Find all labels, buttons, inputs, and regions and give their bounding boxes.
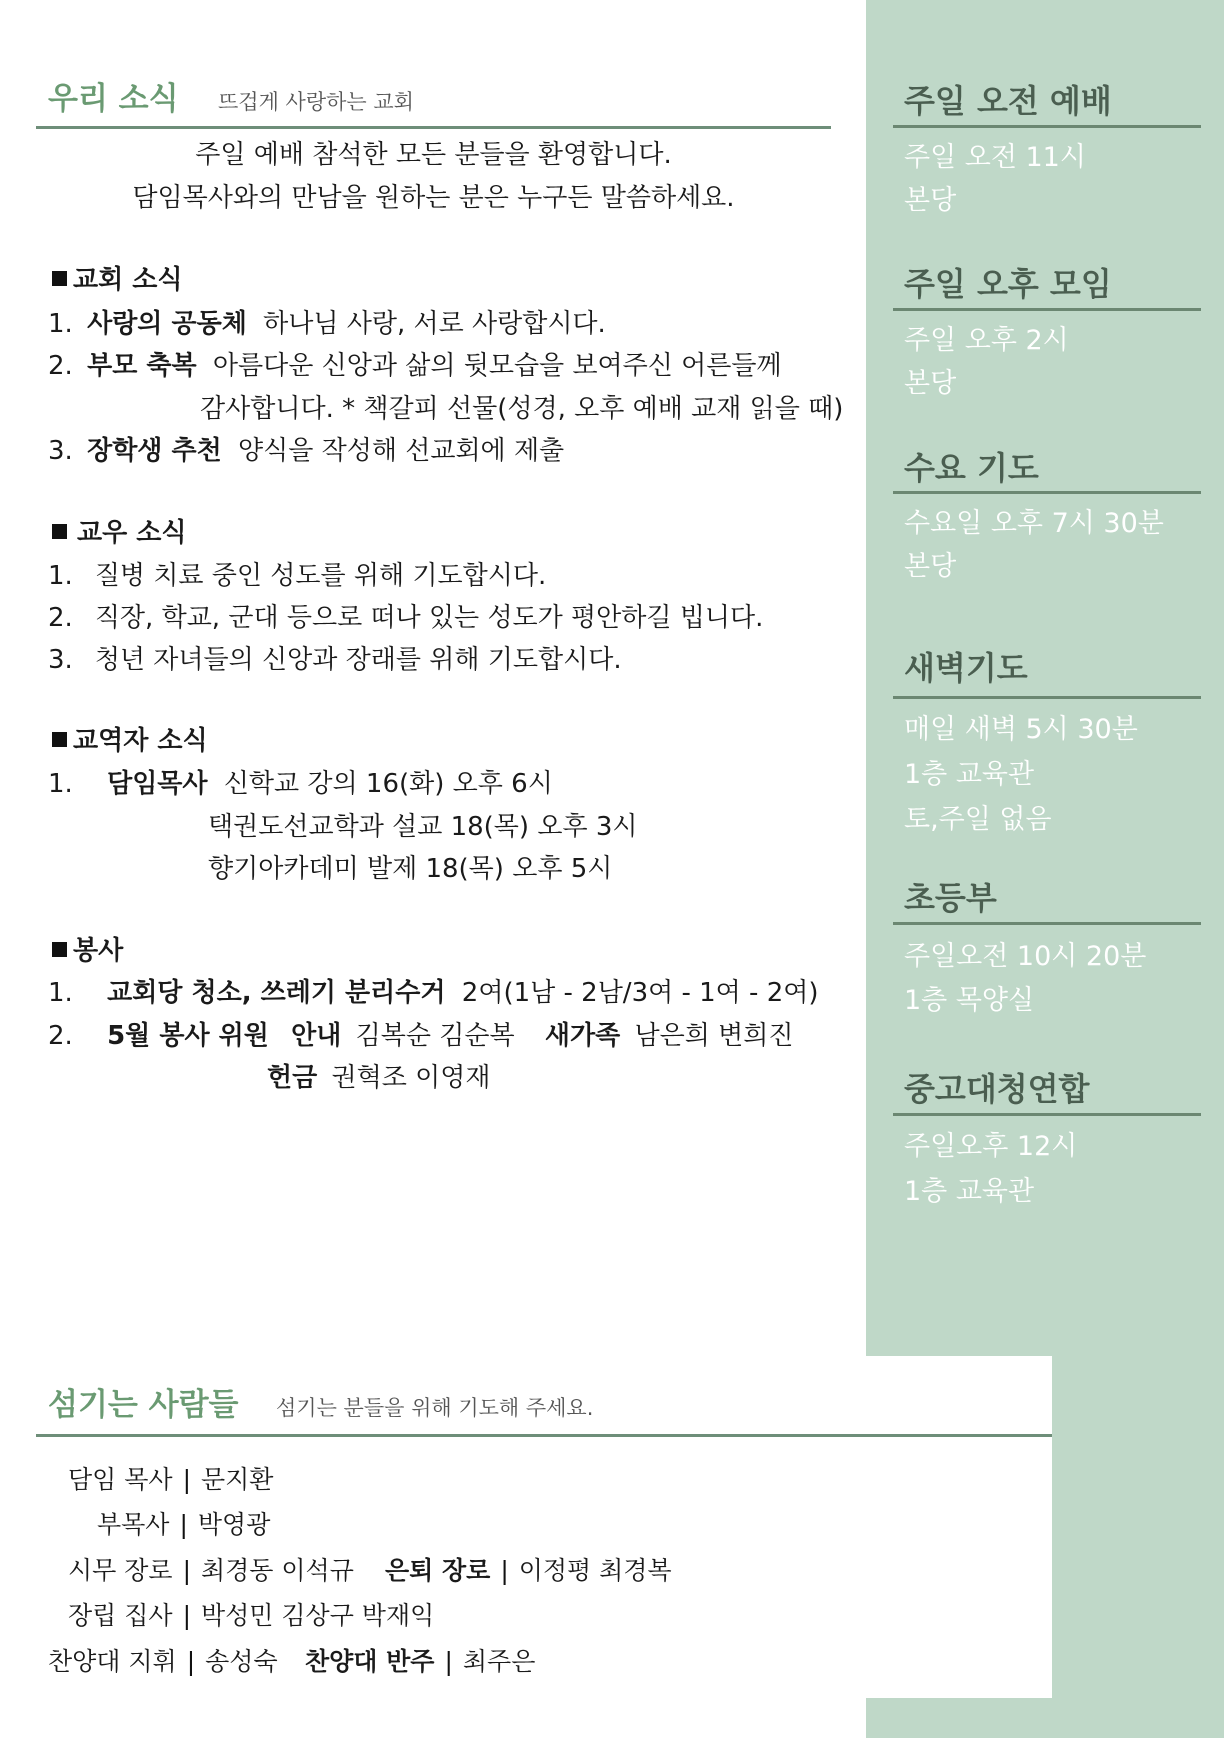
schedule-title-sunday-afternoon: 주일 오후 모임 — [904, 265, 1112, 303]
church-news-item-2: 2. 부모 축복 아름다운 신앙과 삶의 뒷모습을 보여주신 어른들께 — [48, 351, 782, 381]
schedule-line: 매일 새벽 5시 30분 — [904, 714, 1138, 745]
choir-director-row: 찬양대 지휘 | 송성숙 — [48, 1647, 278, 1676]
pastors-news-heading: 교역자 소식 — [52, 726, 208, 756]
square-bullet-icon — [52, 524, 67, 539]
service-item-2: 2. 5월 봉사 위원 안내 김복순 김순복 새가족 남은희 변희진 — [48, 1021, 794, 1051]
schedule-divider — [893, 125, 1201, 128]
people-header — [36, 1356, 1052, 1437]
church-news-item-1: 1. 사랑의 공동체 하나님 사랑, 서로 사랑합시다. — [48, 309, 606, 339]
news-subtitle: 뜨겁게 사랑하는 교회 — [218, 90, 414, 114]
square-bullet-icon — [52, 271, 67, 286]
schedule-line: 주일 오전 11시 — [904, 142, 1086, 173]
pastors-news-line-2: 택권도선교학과 설교 18(목) 오후 3시 — [208, 812, 638, 842]
service-item-1: 1. 교회당 청소, 쓰레기 분리수거 2여(1남 - 2남/3여 - 1여 - 2여) — [48, 978, 819, 1008]
members-news-item-1: 1. 질병 치료 중인 성도를 위해 기도합시다. — [48, 561, 547, 591]
schedule-title-dawn: 새벽기도 — [904, 649, 1028, 687]
schedule-line: 토,주일 없음 — [904, 804, 1052, 835]
schedule-divider — [893, 491, 1201, 494]
service-heading: 봉사 — [52, 936, 123, 966]
active-elders-row: 시무 장로 | 최경동 이석규 — [68, 1556, 354, 1585]
schedule-line: 주일오후 12시 — [904, 1131, 1078, 1162]
schedule-line: 본당 — [904, 368, 957, 399]
church-news-item-3: 3. 장학생 추천 양식을 작성해 선교회에 제출 — [48, 436, 565, 466]
square-bullet-icon — [52, 942, 67, 957]
news-header — [36, 56, 831, 129]
choir-accompanist-row: 찬양대 반주 | 최주은 — [305, 1647, 536, 1676]
members-news-item-3: 3. 청년 자녀들의 신앙과 장래를 위해 기도합시다. — [48, 645, 622, 675]
schedule-title-sunday-morning: 주일 오전 예배 — [904, 82, 1112, 120]
schedule-title-elementary: 초등부 — [904, 879, 997, 917]
people-title: 섬기는 사람들 — [48, 1387, 239, 1423]
welcome-line-2: 담임목사와의 만남을 원하는 분은 누구든 말씀하세요. — [132, 183, 735, 213]
schedule-line: 수요일 오후 7시 30분 — [904, 508, 1164, 539]
schedule-divider — [893, 1113, 1201, 1116]
pastors-news-line-3: 향기아카데미 발제 18(목) 오후 5시 — [208, 854, 613, 884]
schedule-line: 본당 — [904, 551, 957, 582]
service-item-2-offering: 헌금 권혁조 이영재 — [267, 1063, 491, 1093]
retired-elders-row: 은퇴 장로 | 이정평 최경복 — [385, 1556, 672, 1585]
schedule-divider — [893, 696, 1201, 699]
schedule-line: 주일오전 10시 20분 — [904, 941, 1147, 972]
schedule-line: 1층 교육관 — [904, 1176, 1035, 1207]
members-news-item-2: 2. 직장, 학교, 군대 등으로 떠나 있는 성도가 평안하길 빕니다. — [48, 603, 764, 633]
church-news-item-2-cont: 감사합니다. * 책갈피 선물(성경, 오후 예배 교재 읽을 때) — [200, 394, 844, 424]
senior-pastor-row: 담임 목사 | 문지환 — [68, 1465, 274, 1494]
square-bullet-icon — [52, 732, 67, 747]
schedule-line: 주일 오후 2시 — [904, 325, 1069, 356]
schedule-title-wednesday: 수요 기도 — [904, 449, 1039, 487]
deacons-row: 장립 집사 | 박성민 김상구 박재익 — [68, 1601, 435, 1630]
members-news-heading: 교우 소식 — [52, 518, 187, 548]
welcome-line-1: 주일 예배 참석한 모든 분들을 환영합니다. — [195, 140, 672, 170]
schedule-divider — [893, 922, 1201, 925]
church-news-heading: 교회 소식 — [52, 265, 183, 295]
people-subtitle: 섬기는 분들을 위해 기도해 주세요. — [276, 1396, 594, 1420]
associate-pastor-row: 부목사 | 박영광 — [97, 1510, 271, 1539]
schedule-title-youth: 중고대청연합 — [904, 1070, 1090, 1108]
schedule-line: 본당 — [904, 185, 957, 216]
pastors-news-item-1: 1. 담임목사 신학교 강의 16(화) 오후 6시 — [48, 769, 553, 799]
schedule-divider — [893, 308, 1201, 311]
schedule-line: 1층 목양실 — [904, 985, 1035, 1016]
news-title: 우리 소식 — [48, 81, 179, 117]
schedule-line: 1층 교육관 — [904, 759, 1035, 790]
